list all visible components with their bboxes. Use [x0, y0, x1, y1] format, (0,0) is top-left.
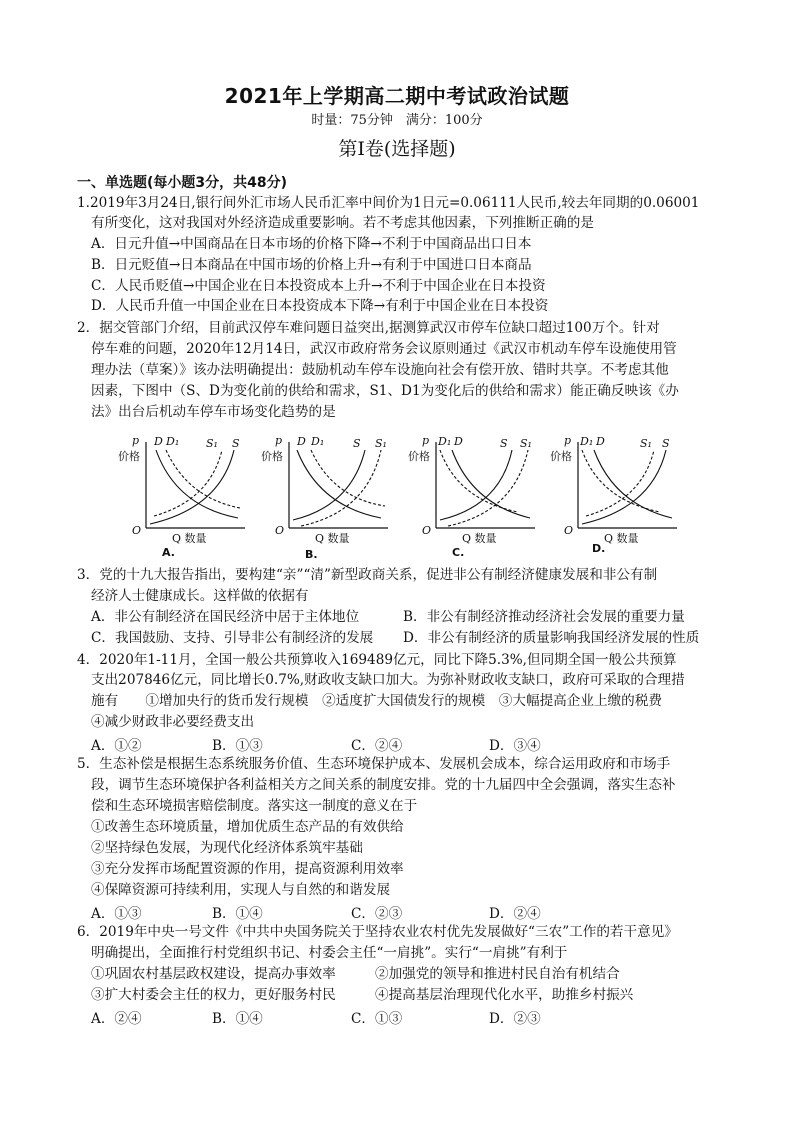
curve-s1 — [586, 450, 654, 516]
graph-c-origin: O — [422, 524, 432, 537]
q4-line-1: 4．2020年1-11月，全国一般公共预算收入169489亿元，同比下降5.3%,但同期全国一般公共预算 — [77, 652, 677, 668]
graph-b-letter: B. — [305, 548, 318, 561]
q2-line-2: 停车难的问题，2020年12月14日，武汉市政府常务会议原则通过《武汉市机动车停车设施使用管 — [91, 341, 677, 357]
q4-answer-d: D．③④ — [489, 738, 541, 754]
graph-c-label-4: S₁ — [520, 437, 532, 450]
q3-option-b: B．非公有制经济推动经济社会发展的重要力量 — [403, 609, 685, 625]
graph-c-label-3: S — [500, 437, 508, 450]
q6-answer-b: B．①④ — [212, 1011, 263, 1027]
graph-a-label-2: D₁ — [166, 435, 180, 448]
graph-a-label-4: S — [232, 437, 240, 450]
q3-option-a: A．非公有制经济在国民经济中居于主体地位 — [91, 609, 360, 625]
q5-answer-c: C．②③ — [351, 906, 403, 922]
section-heading: 一、单选题(每小题3分，共48分) — [77, 175, 288, 191]
graph-a-label-3: S₁ — [206, 437, 218, 450]
q4-answer-c: C．②④ — [351, 738, 403, 754]
graph-b-label-3: S — [353, 437, 361, 450]
q3-option-d: D．非公有制经济的质量影响我国经济发展的性质 — [403, 630, 700, 646]
graph-c-price: 价格 — [408, 450, 430, 463]
graph-b-q: Q 数量 — [315, 532, 350, 545]
q5-answer-a: A．①③ — [91, 906, 142, 922]
graph-b-p: p — [275, 434, 283, 447]
curve-s — [582, 450, 666, 524]
q3-line-1: 3．党的十九大报告指出，要构建“亲”“清”新型政商关系，促进非公有制经济健康发展和非公有制 — [77, 567, 658, 583]
exam-meta: 时量：75分钟 满分：100分 — [311, 113, 483, 128]
q6-line-1: 6．2019年中央一号文件《中共中央国务院关于坚持农业农村优先发展做好“三农”工作的若干意见》 — [77, 924, 678, 940]
q5-line-2: 段，调节生态环境保护各利益相关方之间关系的制度安排。党的十九届四中全会强调，落实生态补 — [91, 777, 676, 793]
graph-c-label-2: D — [454, 435, 463, 448]
volume-heading: 第Ⅰ卷(选择题) — [338, 138, 456, 160]
q2-line-4: 因素，下图中（S、D为变化前的供给和需求，S1、D1为变化后的供给和需求）能正确反映该《办 — [91, 383, 679, 399]
curve-d — [594, 450, 672, 518]
q1-option-a: A．日元升值→中国商品在日本市场的价格下降→不利于中国商品出口日本 — [91, 236, 532, 252]
graph-c-q: Q 数量 — [462, 532, 497, 545]
q4-line-3: 施有 ①增加央行的货币发行规模 ②适度扩大国债发行的规模 ③大幅提高企业上缴的税费 — [91, 693, 662, 709]
q1-line-1: 1.2019年3月24日,银行间外汇市场人民币汇率中间价为1日元=0.06111人民币,较去年同期的0.06001 — [77, 195, 700, 211]
graph-d-p: p — [564, 434, 572, 447]
q3-line-2: 经济人士健康成长。这样做的依据有 — [91, 588, 309, 604]
exam-title: 2021年上学期高二期中考试政治试题 — [224, 84, 570, 108]
graph-b-price: 价格 — [261, 450, 283, 463]
q6-line-2: 明确提出，全面推行村党组织书记、村委会主任“一肩挑”。实行“一肩挑”有利于 — [91, 945, 568, 961]
graph-d-q: Q 数量 — [604, 532, 639, 545]
q6-answer-a: A．②④ — [91, 1011, 142, 1027]
curve-s — [150, 450, 234, 524]
curve-d1 — [166, 450, 240, 508]
q2-line-1: 2．据交管部门介绍，目前武汉停车难问题日益突出,据测算武汉市停车位缺口超过100万个。针对 — [77, 320, 660, 336]
q5-answer-d: D．②④ — [489, 906, 541, 922]
curve-s — [440, 450, 512, 520]
q1-option-d: D．人民币升值一中国企业在日本投资成本下降→有利于中国企业在日本投资 — [91, 298, 549, 314]
q6-item-1: ①巩固农村基层政权建设，提高办事效率 — [91, 966, 336, 982]
graph-a-origin: O — [132, 524, 142, 537]
graph-a-label-1: D — [154, 435, 163, 448]
q1-line-2: 有所变化，这对我国对外经济造成重要影响。若不考虑其他因素，下列推断正确的是 — [91, 215, 594, 231]
q3-option-c: C．我国鼓励、支持、引导非公有制经济的发展 — [91, 630, 374, 646]
q5-item-4: ④保障资源可持续利用，实现人与自然的和谐发展 — [91, 882, 391, 898]
curve-d — [297, 450, 381, 518]
curve-d1 — [311, 450, 385, 506]
graph-d-label-1: D₁ — [580, 435, 594, 448]
q6-item-3: ③扩大村委会主任的权力，更好服务村民 — [91, 987, 336, 1003]
q1-option-b: B．日元贬值→日本商品在中国市场的价格上升→有利于中国进口日本商品 — [91, 257, 532, 273]
curve-d — [156, 450, 238, 518]
graph-b — [253, 428, 403, 563]
q4-line-2: 支出207846亿元，同比增长0.7%,财政收支缺口加大。为弥补财政收支缺口，政府可采取的合理措 — [91, 672, 685, 688]
q6-answer-c: C．①③ — [351, 1011, 403, 1027]
graph-d-label-4: S — [662, 437, 670, 450]
graph-a-q: Q 数量 — [172, 532, 207, 545]
q4-answer-b: B．①③ — [212, 738, 263, 754]
q1-option-c: C．人民币贬值→中国企业在日本投资成本上升→不利于中国企业在日本投资 — [91, 278, 546, 294]
graph-c — [400, 428, 550, 563]
graph-a-letter: A. — [162, 546, 175, 559]
q2-line-3: 理办法（草案）》该办法明确提出：鼓励机动车停车设施向社会有偿开放、错时共享。不考虑其他 — [91, 362, 669, 378]
q5-item-2: ②坚持绿色发展，为现代化经济体系筑牢基础 — [91, 840, 363, 856]
graph-c-p: p — [422, 434, 430, 447]
graph-b-label-2: D₁ — [311, 435, 325, 448]
graph-b-label-4: S₁ — [375, 437, 387, 450]
q6-answer-d: D．②③ — [489, 1011, 541, 1027]
graph-a-p: p — [132, 434, 140, 447]
curve-s1 — [448, 450, 528, 526]
q4-line-4: ④减少财政非必要经费支出 — [91, 714, 255, 730]
graph-d-letter: D. — [592, 542, 606, 555]
graph-d-origin: O — [564, 524, 574, 537]
graph-d-label-3: S₁ — [640, 437, 652, 450]
q5-answer-b: B．①④ — [212, 906, 263, 922]
supply-demand-graphs — [110, 428, 710, 563]
q2-line-5: 法》出台后机动车停车市场变化趋势的是 — [91, 404, 336, 420]
graph-d-label-2: D — [596, 435, 605, 448]
graph-a-price: 价格 — [118, 450, 140, 463]
graph-a — [110, 428, 260, 563]
curve-s1 — [154, 450, 222, 516]
curve-d1 — [582, 450, 660, 512]
q5-line-1: 5．生态补偿是根据生态系统服务价值、生态环境保护成本、发展机会成本，综合运用政府和市场手 — [77, 756, 671, 772]
graph-b-label-1: D — [297, 435, 306, 448]
graph-d — [542, 428, 692, 563]
graph-b-origin: O — [275, 524, 285, 537]
q5-item-1: ①改善生态环境质量，增加优质生态产品的有效供给 — [91, 819, 404, 835]
graph-d-price: 价格 — [550, 450, 572, 463]
graph-c-letter: C. — [452, 546, 465, 559]
graph-c-label-1: D₁ — [438, 435, 452, 448]
q4-answer-a: A．①② — [91, 738, 142, 754]
q6-item-2: ②加强党的领导和推进村民自治有机结合 — [375, 966, 620, 982]
q5-line-3: 偿和生态环境损害赔偿制度。落实这一制度的意义在于 — [91, 798, 418, 814]
q5-item-3: ③充分发挥市场配置资源的作用，提高资源利用效率 — [91, 861, 404, 877]
q6-item-4: ④提高基层治理现代化水平，助推乡村振兴 — [375, 987, 634, 1003]
